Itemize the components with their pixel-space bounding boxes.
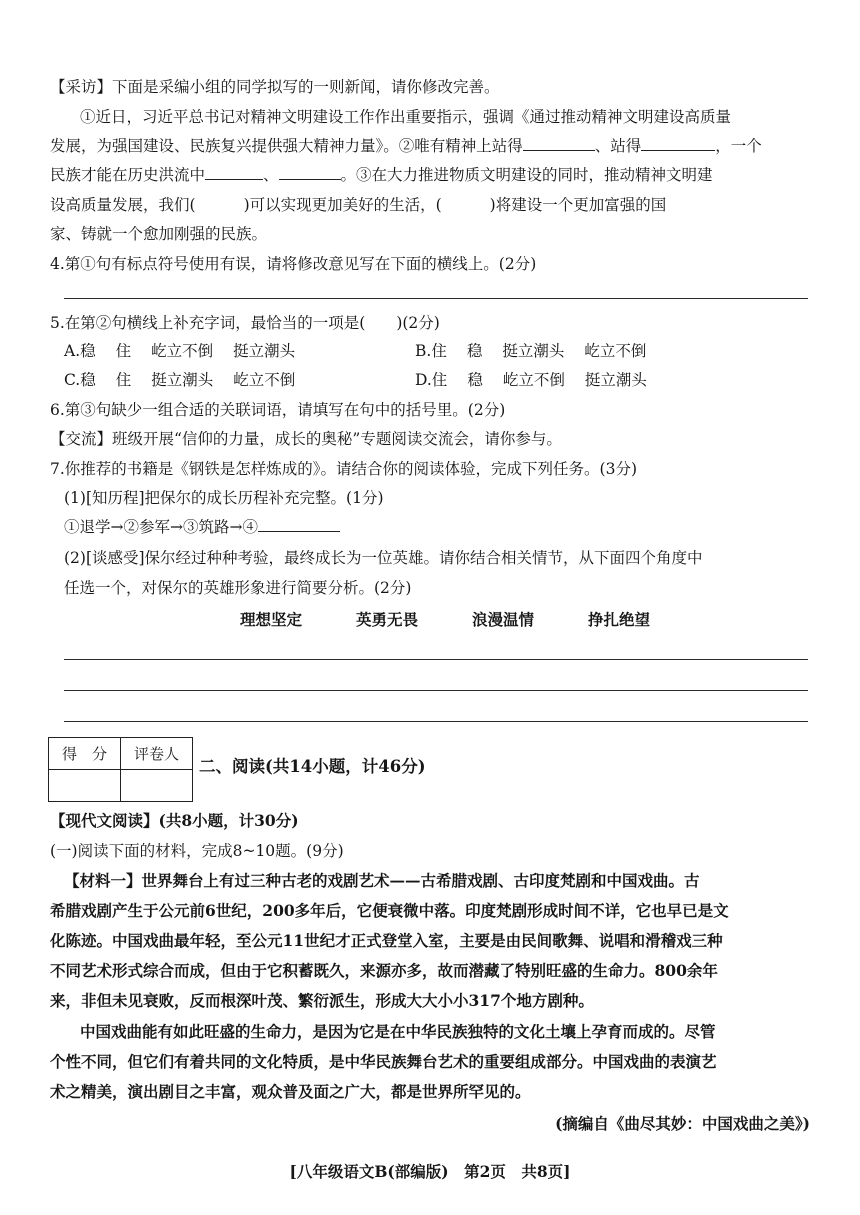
option-d-2: 稳 xyxy=(467,371,483,389)
interview-line-2-text-c: ，一个 xyxy=(715,137,762,155)
material-1-line-8: 术之精美，演出剧目之丰富，观众普及面之广大，都是世界所罕见的。 xyxy=(50,1082,531,1101)
interview-line-4-text-a: 设高质量发展，我们( xyxy=(50,196,196,214)
option-b-1: B.住 xyxy=(415,342,447,360)
question-6: 6.第③句缺少一组合适的关联词语，请填写在句中的括号里。(2分) xyxy=(50,401,506,419)
interview-line-1: ①近日，习近平总书记对精神文明建设工作作出重要指示，强调《通过推动精神文明建设高质量 xyxy=(80,108,732,126)
angle-2: 英勇无畏 xyxy=(356,610,419,629)
material-1-source: (摘编自《曲尽其妙：中国戏曲之美》) xyxy=(555,1114,810,1133)
option-d[interactable] xyxy=(415,369,667,391)
option-c-3: 挺立潮头 xyxy=(151,371,214,389)
interview-line-2 xyxy=(50,135,762,157)
question-7: 7.你推荐的书籍是《钢铁是怎样炼成的》。请结合你的阅读体验，完成下列任务。(3分) xyxy=(50,460,637,478)
angle-options xyxy=(240,609,704,631)
option-d-4: 挺立潮头 xyxy=(584,371,647,389)
blank-2[interactable] xyxy=(641,136,715,151)
score-table xyxy=(48,737,193,802)
interview-line-2-text-b: 、站得 xyxy=(594,137,642,155)
material-1-line-3: 化陈迹。中国戏曲最年轻，至公元11世纪才正式登堂入室，主要是由民间歌舞、说唱和滑稽戏三种 xyxy=(50,931,723,950)
angle-1: 理想坚定 xyxy=(240,610,303,629)
question-7-sub-2-line-2: 任选一个，对保尔的英雄形象进行简要分析。(2分) xyxy=(64,579,412,597)
part-1-title: (一)阅读下面的材料，完成8~10题。(9分) xyxy=(50,842,344,860)
grader-header: 评卷人 xyxy=(121,738,193,770)
material-1-line-2: 希腊戏剧产生于公元前6世纪，200多年后，它便衰微中落。印度梵剧形成时间不详，它也早已是文 xyxy=(50,901,729,920)
angle-4: 挣扎绝望 xyxy=(588,610,651,629)
answer-line-q7-3[interactable] xyxy=(64,721,808,722)
answer-line-q7-1[interactable] xyxy=(64,659,808,660)
answer-line-q4[interactable] xyxy=(64,298,808,299)
score-header: 得 分 xyxy=(49,738,121,770)
material-1-line-5: 来，非但未见衰败，反而根深叶茂、繁衍派生，形成大大小小317个地方剧种。 xyxy=(50,991,594,1010)
option-a-3: 屹立不倒 xyxy=(151,342,214,360)
score-cell[interactable] xyxy=(49,770,121,802)
option-b-3: 挺立潮头 xyxy=(502,342,565,360)
interview-intro: 【采访】下面是采编小组的同学拟写的一则新闻，请你修改完善。 xyxy=(50,78,500,96)
question-5: 5.在第②句横线上补充字词，最恰当的一项是( )(2分) xyxy=(50,314,440,332)
option-c[interactable] xyxy=(64,369,315,391)
option-d-3: 屹立不倒 xyxy=(502,371,565,389)
growth-chain-text: ①退学→②参军→③筑路→④ xyxy=(64,518,258,536)
question-7-sub-1: (1)[知历程]把保尔的成长历程补充完整。(1分) xyxy=(64,489,384,507)
section-2-title: 二、阅读(共14小题，计46分) xyxy=(199,757,426,776)
option-b-4: 屹立不倒 xyxy=(584,342,647,360)
answer-line-q7-2[interactable] xyxy=(64,690,808,691)
option-a-4: 挺立潮头 xyxy=(233,342,296,360)
interview-line-3-text-c: 。③在大力推进物质文明建设的同时，推动精神文明建 xyxy=(340,166,713,184)
material-1-line-7: 个性不同，但它们有着共同的文化特质，是中华民族舞台艺术的重要组成部分。中国戏曲的表演艺 xyxy=(50,1052,717,1071)
question-4: 4.第①句有标点符号使用有误，请将修改意见写在下面的横线上。(2分) xyxy=(50,255,537,273)
interview-line-3 xyxy=(50,164,713,186)
interview-line-4 xyxy=(50,194,666,216)
option-a[interactable] xyxy=(64,340,315,362)
interview-line-3-text-b: 、 xyxy=(263,166,279,184)
interview-line-4-text-b: )可以实现更加美好的生活，( xyxy=(243,196,442,214)
blank-4[interactable] xyxy=(279,165,341,180)
option-b[interactable] xyxy=(415,340,666,362)
interview-line-5: 家、铸就一个愈加刚强的民族。 xyxy=(50,225,268,243)
blank-growth-stage[interactable] xyxy=(258,517,340,532)
material-1-line-6: 中国戏曲能有如此旺盛的生命力，是因为它是在中华民族独特的文化土壤上孕育而成的。尽管 xyxy=(80,1022,716,1041)
exchange-intro: 【交流】班级开展“信仰的力量，成长的奥秘”专题阅读交流会，请你参与。 xyxy=(50,430,562,448)
option-c-2: 住 xyxy=(115,371,132,389)
option-c-4: 屹立不倒 xyxy=(233,371,296,389)
blank-3[interactable] xyxy=(205,165,263,180)
grader-cell[interactable] xyxy=(121,770,193,802)
growth-chain xyxy=(64,516,340,538)
option-a-2: 住 xyxy=(115,342,132,360)
material-1-line-1: 【材料一】世界舞台上有过三种古老的戏剧艺术——古希腊戏剧、古印度梵剧和中国戏曲。古 xyxy=(64,871,700,890)
option-a-1: A.稳 xyxy=(64,342,96,360)
interview-line-3-text-a: 民族才能在历史洪流中 xyxy=(50,166,206,184)
page-footer: [八年级语文B(部编版) 第2页 共8页] xyxy=(289,1162,571,1181)
option-b-2: 稳 xyxy=(466,342,483,360)
angle-3: 浪漫温情 xyxy=(472,610,535,629)
question-7-sub-2-line-1: (2)[谈感受]保尔经过种种考验，最终成长为一位英雄。请你结合相关情节，从下面四个角度中 xyxy=(64,549,703,567)
material-1-line-4: 不同艺术形式综合而成，但由于它积蓄既久，来源亦多，故而潜藏了特别旺盛的生命力。800余年 xyxy=(50,961,718,980)
option-d-1: D.住 xyxy=(415,371,448,389)
option-c-1: C.稳 xyxy=(64,371,96,389)
modern-reading-title: 【现代文阅读】(共8小题，计30分) xyxy=(50,811,299,830)
interview-line-2-text-a: 发展，为强国建设、民族复兴提供强大精神力量》。②唯有精神上站得 xyxy=(50,137,523,155)
interview-line-4-text-c: )将建设一个更加富强的国 xyxy=(489,196,667,214)
blank-1[interactable] xyxy=(523,136,595,151)
